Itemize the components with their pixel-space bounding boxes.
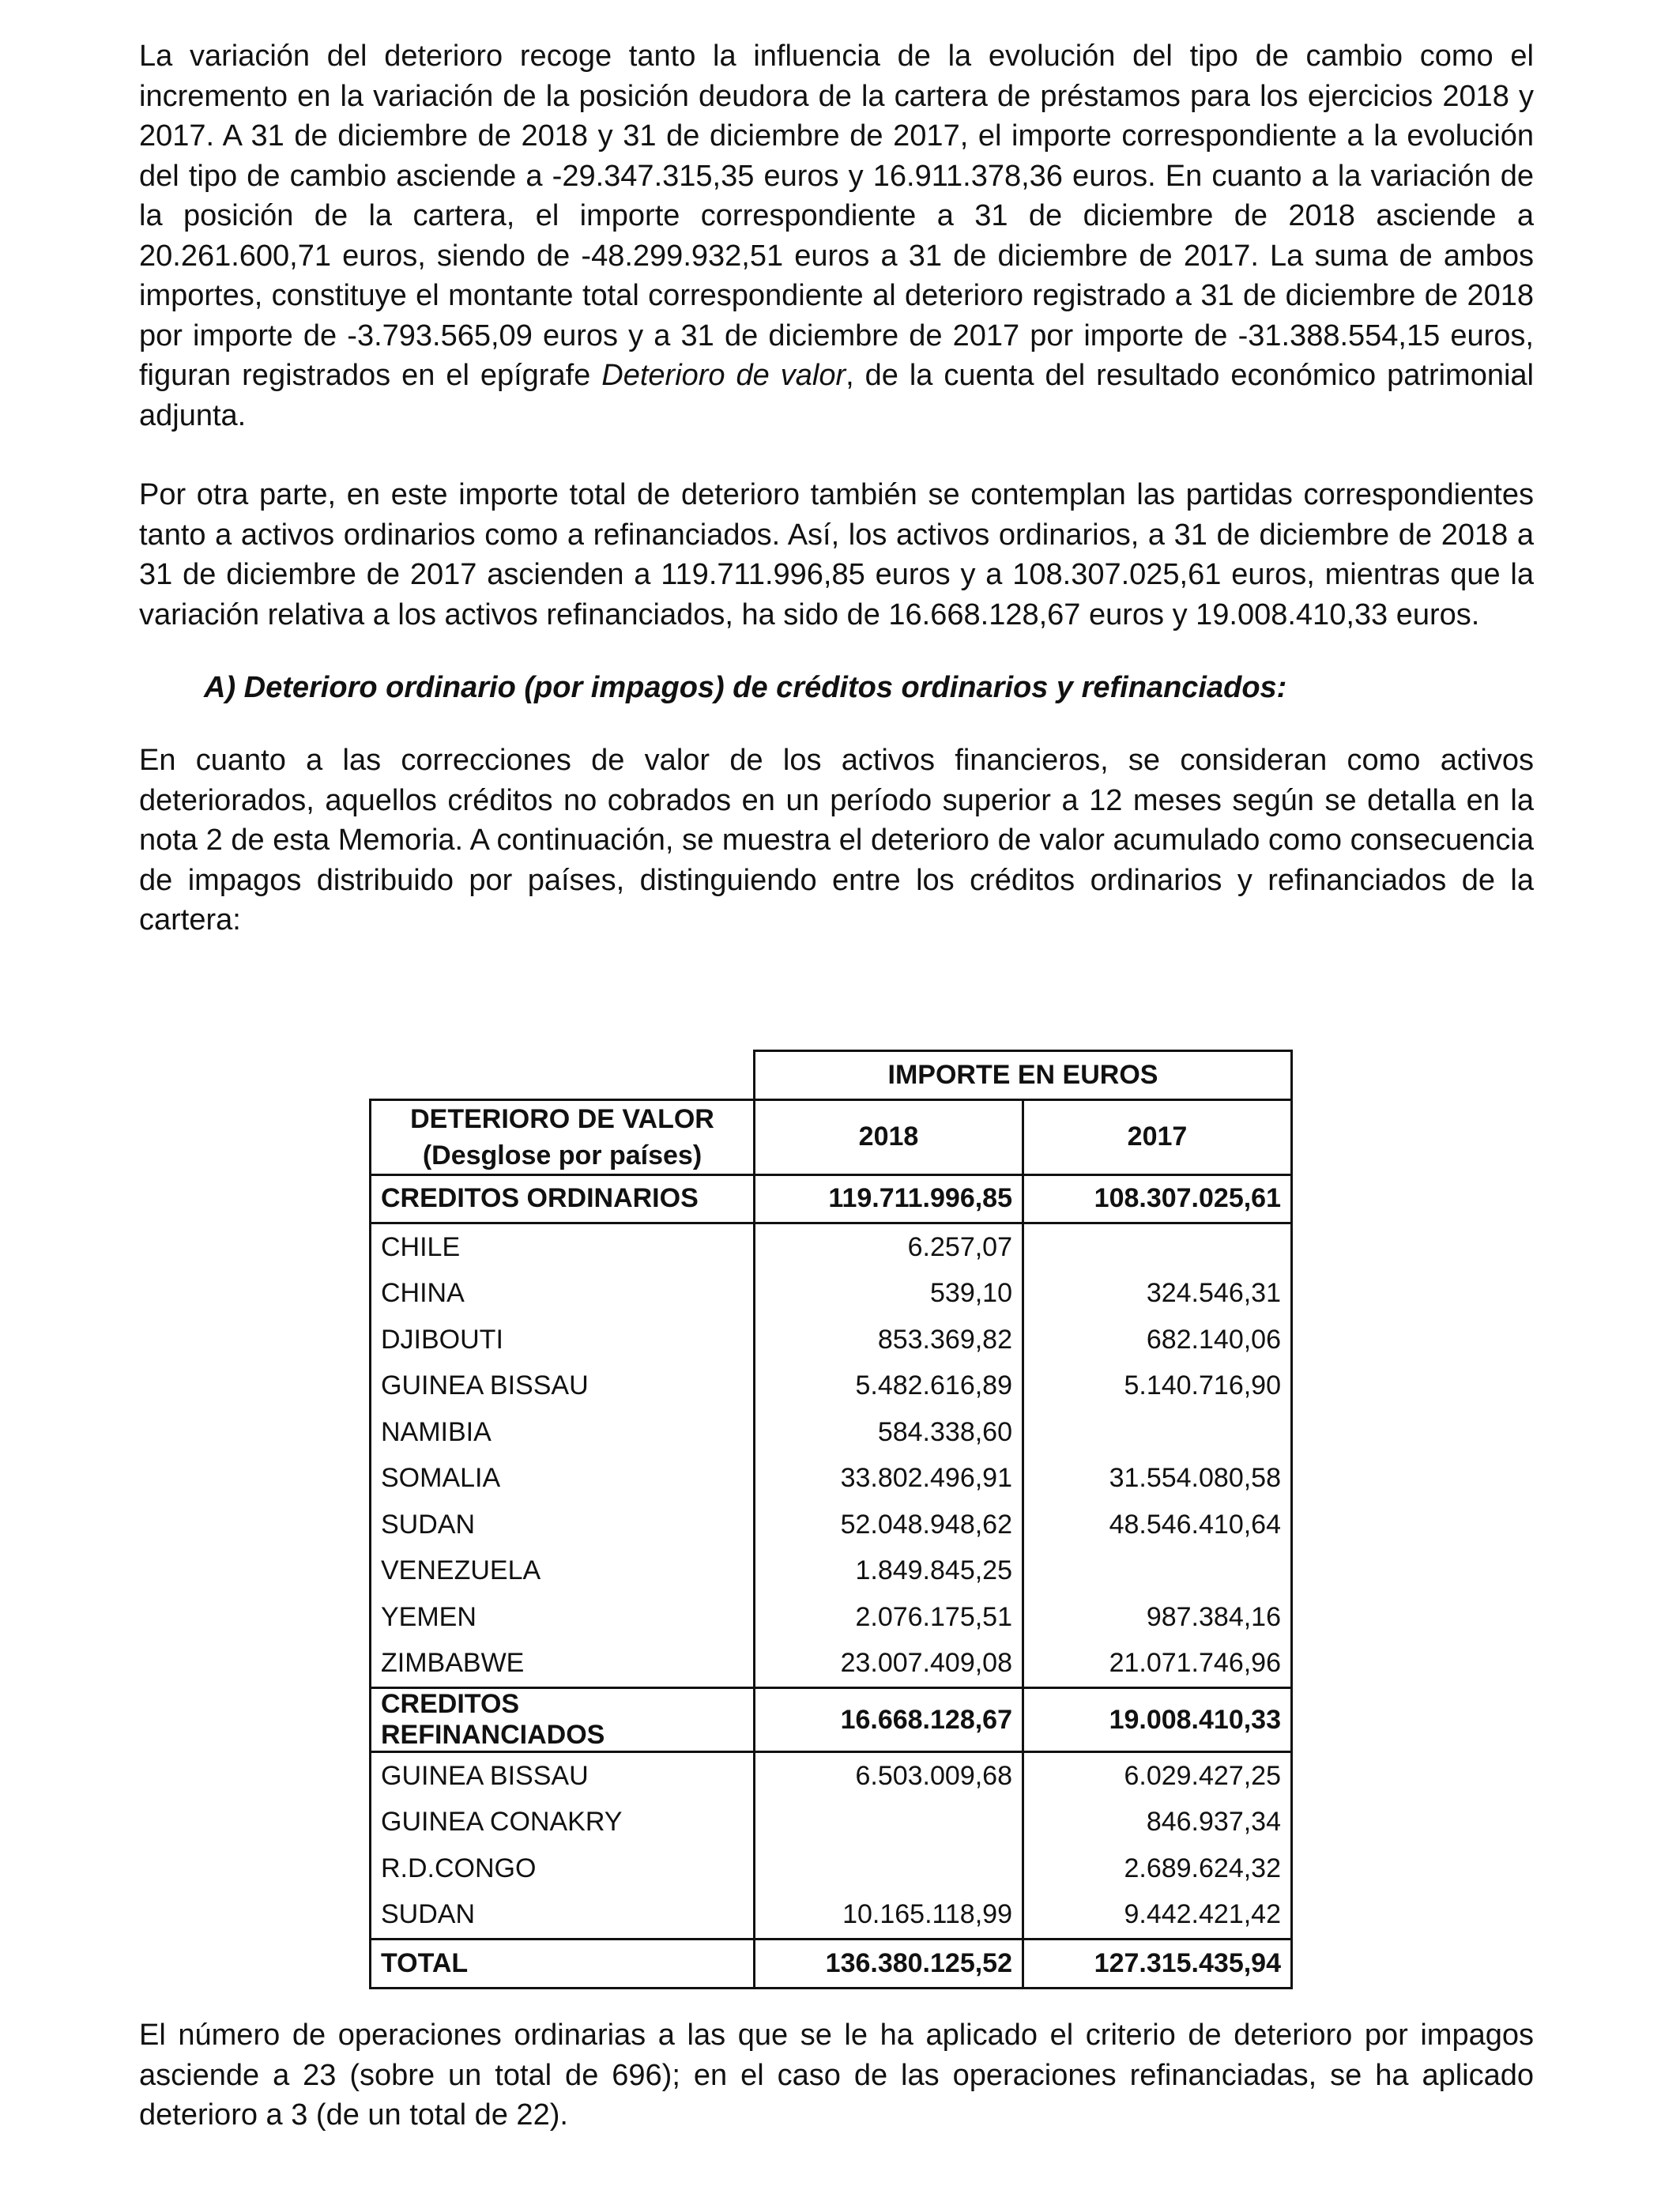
value-2017-cell: 21.071.746,96 (1023, 1641, 1292, 1688)
deterioro-table (369, 1050, 1293, 1989)
value-2018-cell: 853.369,82 (755, 1317, 1023, 1363)
section-heading: A) Deterioro ordinario (por impagos) de créditos ordinarios y refinanciados: (204, 671, 1287, 704)
country-cell: ZIMBABWE (371, 1641, 755, 1688)
table-row (371, 1363, 1292, 1410)
table-row (371, 1502, 1292, 1548)
importe-header: IMPORTE EN EUROS (755, 1051, 1292, 1100)
paragraph-text: La variación del deterioro recoge tanto la influencia de la evolución del tipo de cambio como el incremento en la variación de la posición deudora de la cartera de préstamos para los ejercicios 2018 y 2017. A 31 de diciembre de 2018 y 31 de diciembre de 2017, el importe correspondiente a la evolución del tipo de cambio asciende a -29.347.315,35 euros y 16.911.378,36 euros. En cuanto a la variación de la posición de la cartera, el importe correspondiente a 31 de diciembre de 2018 asciende a 20.261.600,71 euros, siendo de -48.299.932,51 euros a 31 de diciembre de 2017. La suma de ambos importes, constituye el montante total correspondiente al deterioro registrado a 31 de diciembre de 2018 por importe de -3.793.565,09 euros y a 31 de diciembre de 2017 por importe de -31.388.554,15 euros, figuran registrados en el epígrafe (139, 40, 1534, 392)
value-2018-cell: 33.802.496,91 (755, 1456, 1023, 1502)
country-cell: DJIBOUTI (371, 1317, 755, 1363)
value-2017-cell: 987.384,16 (1023, 1594, 1292, 1641)
value-2018-cell: 6.257,07 (755, 1223, 1023, 1271)
table-row (371, 1409, 1292, 1456)
country-cell: SUDAN (371, 1502, 755, 1548)
value-2018-cell: 6.503.009,68 (755, 1752, 1023, 1800)
group-label: TOTAL (371, 1940, 755, 1989)
table-row (371, 1641, 1292, 1688)
table-header-row (371, 1099, 1292, 1174)
table-row (371, 1317, 1292, 1363)
table-row (371, 1223, 1292, 1271)
country-cell: YEMEN (371, 1594, 755, 1641)
group-label: CREDITOS ORDINARIOS (371, 1174, 755, 1223)
table-header-row (371, 1051, 1292, 1100)
value-2017-cell: 6.029.427,25 (1023, 1752, 1292, 1800)
value-2018-cell: 52.048.948,62 (755, 1502, 1023, 1548)
table-row (371, 1271, 1292, 1318)
country-cell: GUINEA BISSAU (371, 1363, 755, 1410)
table-body (371, 1174, 1292, 1988)
value-2018-cell: 539,10 (755, 1271, 1023, 1318)
country-cell: R.D.CONGO (371, 1845, 755, 1892)
group-label: CREDITOS REFINANCIADOS (371, 1688, 755, 1752)
group-value-2017: 19.008.410,33 (1023, 1688, 1292, 1752)
value-2017-cell: 9.442.421,42 (1023, 1892, 1292, 1940)
year-2017-header: 2017 (1023, 1099, 1292, 1174)
table-row (371, 1548, 1292, 1595)
value-2017-cell: 5.140.716,90 (1023, 1363, 1292, 1410)
value-2017-cell: 31.554.080,58 (1023, 1456, 1292, 1502)
group-value-2017: 127.315.435,94 (1023, 1940, 1292, 1989)
value-2017-cell (1023, 1409, 1292, 1456)
empty-cell (371, 1051, 755, 1100)
table-row (371, 1456, 1292, 1502)
value-2017-cell (1023, 1548, 1292, 1595)
group-value-2018: 119.711.996,85 (755, 1174, 1023, 1223)
value-2018-cell: 10.165.118,99 (755, 1892, 1023, 1940)
value-2017-cell: 324.546,31 (1023, 1271, 1292, 1318)
label-header (371, 1099, 755, 1174)
value-2017-cell: 682.140,06 (1023, 1317, 1292, 1363)
value-2018-cell: 584.338,60 (755, 1409, 1023, 1456)
table-row (371, 1845, 1292, 1892)
paragraph-deterioro-variacion (139, 36, 1534, 435)
table-row (371, 1892, 1292, 1940)
value-2018-cell: 5.482.616,89 (755, 1363, 1023, 1410)
total-row (371, 1940, 1292, 1989)
paragraph-activos: Por otra parte, en este importe total de deterioro también se contemplan las partidas correspondientes tanto a activos ordinarios como a refinanciados. Así, los activos ordinarios, a 31 de diciembre de 2018 a 31 de diciembre de 2017 ascienden a 119.711.996,85 euros y a 108.307.025,61 euros, mientras que la variación relativa a los activos refinanciados, ha sido de 16.668.128,67 euros y 19.008.410,33 euros. (139, 478, 1534, 631)
epigrafe-italic: Deterioro de valor (601, 359, 846, 392)
label-header-line1: DETERIORO DE VALOR (410, 1103, 714, 1134)
value-2018-cell (755, 1800, 1023, 1846)
country-cell: CHILE (371, 1223, 755, 1271)
value-2017-cell (1023, 1223, 1292, 1271)
country-cell: VENEZUELA (371, 1548, 755, 1595)
value-2018-cell: 1.849.845,25 (755, 1548, 1023, 1595)
country-cell: CHINA (371, 1271, 755, 1318)
country-cell: SOMALIA (371, 1456, 755, 1502)
value-2017-cell: 846.937,34 (1023, 1800, 1292, 1846)
paragraph-correcciones: En cuanto a las correcciones de valor de los activos financieros, se consideran como activos deteriorados, aquellos créditos no cobrados en un período superior a 12 meses según se detalla en la nota 2 de esta Memoria. A continuación, se muestra el deterioro de valor acumulado como consecuencia de impagos distribuido por países, distinguiendo entre los créditos ordinarios y refinanciados de la cartera: (139, 744, 1534, 937)
value-2017-cell: 48.546.410,64 (1023, 1502, 1292, 1548)
paragraph-text: , de la cuenta del resultado económico patrimonial adjunta. (139, 359, 1534, 432)
year-2018-header: 2018 (755, 1099, 1023, 1174)
value-2018-cell: 2.076.175,51 (755, 1594, 1023, 1641)
table-row (371, 1752, 1292, 1800)
country-cell: SUDAN (371, 1892, 755, 1940)
value-2018-cell: 23.007.409,08 (755, 1641, 1023, 1688)
document-page (139, 36, 1534, 941)
country-cell: GUINEA BISSAU (371, 1752, 755, 1800)
value-2017-cell: 2.689.624,32 (1023, 1845, 1292, 1892)
country-cell: GUINEA CONAKRY (371, 1800, 755, 1846)
label-header-line2: (Desglose por países) (422, 1140, 703, 1171)
creditos-refinanciados-row (371, 1688, 1292, 1752)
country-cell: NAMIBIA (371, 1409, 755, 1456)
table-row (371, 1594, 1292, 1641)
group-value-2018: 136.380.125,52 (755, 1940, 1023, 1989)
value-2018-cell (755, 1845, 1023, 1892)
paragraph-operaciones: El número de operaciones ordinarias a las que se le ha aplicado el criterio de deterioro por impagos asciende a 23 (sobre un total de 696); en el caso de las operaciones refinanciadas, se ha aplicado deterioro a 3 (de un total de 22). (139, 2019, 1534, 2132)
group-value-2018: 16.668.128,67 (755, 1688, 1023, 1752)
creditos-ordinarios-row (371, 1174, 1292, 1223)
table-row (371, 1800, 1292, 1846)
group-value-2017: 108.307.025,61 (1023, 1174, 1292, 1223)
